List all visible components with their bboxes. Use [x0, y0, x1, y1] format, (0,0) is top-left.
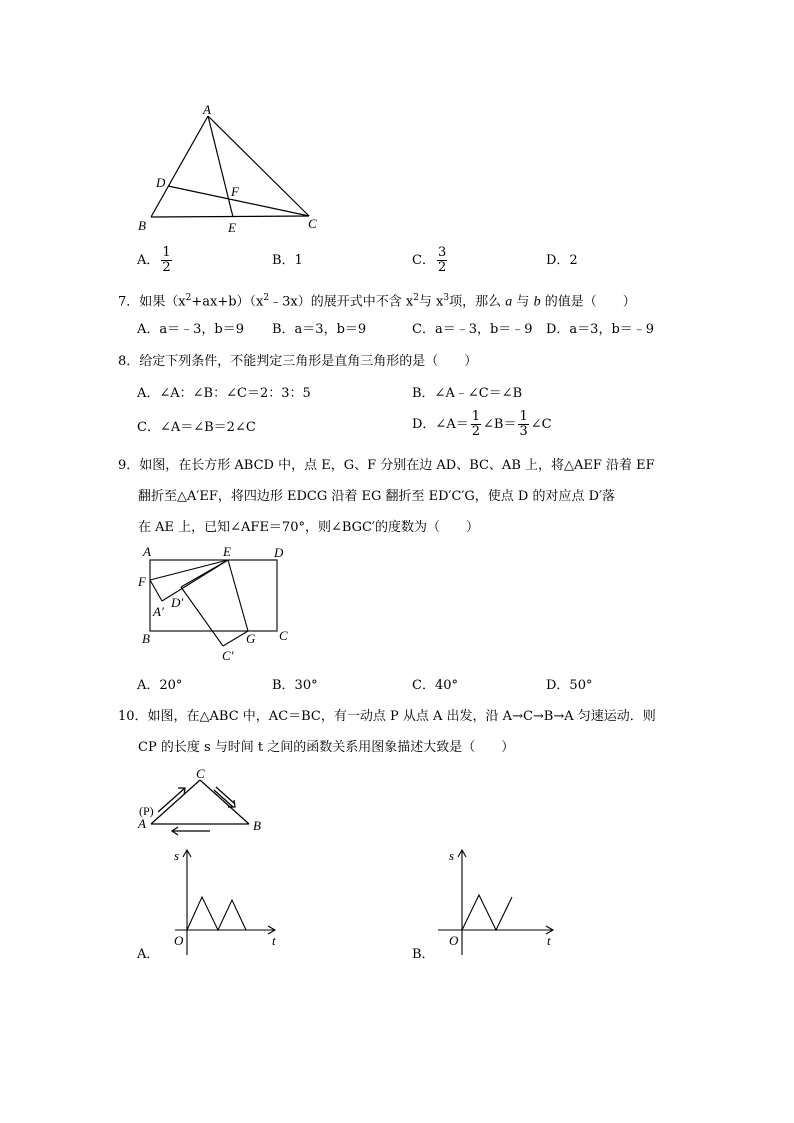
q6-option-d: D．2 — [546, 253, 578, 268]
q9-stem-line2: 翻折至△A′EF，将四边形 EDCG 沿着 EG 翻折至 ED′C′G，使点 D 的对应点 D′落 — [138, 489, 615, 504]
q7-option-a: A．a＝﹣3，b＝9 — [137, 322, 245, 337]
graph-option-a-label: A． — [137, 947, 160, 962]
point-label-c: C — [308, 216, 317, 231]
rectangle-fold-figure-q9 — [132, 540, 302, 670]
q7-stem: 7．如果$(x^2+ax+b)(x^2﹣3x)$的展开式中不含 $x^2$与 $x^3$项，那么 a 与 b 的值是（ ） — [118, 293, 636, 310]
point-label-d: D — [156, 175, 166, 190]
origin-label: O — [449, 933, 459, 948]
point-label-a: A — [138, 816, 146, 831]
point-label-b: B — [142, 631, 150, 646]
q6-option-c: C． $\frac{3}{2}$ — [412, 245, 447, 275]
axis-label-t: t — [547, 933, 551, 948]
point-label-a: A — [143, 544, 151, 559]
q9-option-b: B．30° — [272, 678, 318, 693]
q10-stem-line1: 10．如图，在△ABC 中，AC＝BC，有一动点 P 从点 A 出发，沿 A→C→B→A 匀速运动．则 — [118, 709, 656, 724]
moving-point-triangle-q10 — [130, 760, 280, 840]
q9-stem-line3: 在 AE 上，已知∠AFE＝70°，则∠BGC′的度数为（ ） — [138, 520, 479, 535]
q7-option-b: B．a＝3，b＝9 — [272, 322, 367, 337]
q7-option-d: D．a＝3，b＝﹣9 — [546, 322, 655, 337]
point-label-d-prime: D′ — [171, 595, 184, 610]
q8-option-b: B．∠A﹣∠C＝∠B — [412, 386, 523, 401]
q8-option-a: A．∠A：∠B：∠C＝2：3：5 — [137, 386, 311, 401]
q9-option-a: A．20° — [137, 678, 183, 693]
q9-option-d: D．50° — [546, 678, 593, 693]
point-label-a: A — [203, 102, 211, 117]
q9-stem-line1: 9．如图，在长方形 ABCD 中，点 E，G、F 分别在边 AD、BC、AB 上，将△AEF 沿着 EF — [118, 458, 655, 473]
q6-option-a: A． $\frac{1}{2}$ — [137, 245, 171, 275]
axis-label-t: t — [272, 933, 276, 948]
q10-stem-line2: CP 的长度 s 与时间 t 之间的函数关系用图象描述大致是（ ） — [138, 740, 515, 755]
graph-option-b-label: B． — [412, 947, 435, 962]
point-label-c-prime: C′ — [222, 648, 234, 663]
origin-label: O — [174, 933, 184, 948]
point-label-p: (P) — [139, 804, 154, 818]
graph-option-b — [435, 845, 565, 960]
q6-option-b: B．1 — [272, 253, 303, 268]
point-label-b: B — [138, 218, 146, 233]
q8-option-c: C．∠A＝∠B＝2∠C — [137, 420, 256, 435]
graph-option-a — [160, 845, 290, 960]
point-label-b: B — [253, 818, 261, 833]
point-label-e: E — [228, 220, 236, 235]
point-label-e: E — [223, 544, 231, 559]
q7-option-c: C．a＝﹣3，b＝﹣9 — [412, 322, 533, 337]
axis-label-s: s — [449, 848, 455, 863]
q9-option-c: C．40° — [412, 678, 458, 693]
point-label-g: G — [246, 631, 256, 646]
axis-label-s: s — [174, 848, 180, 863]
point-label-d: D — [274, 545, 284, 560]
point-label-c: C — [196, 766, 205, 781]
point-label-a-prime: A′ — [153, 604, 164, 619]
point-label-f: F — [138, 574, 146, 589]
point-label-c: C — [279, 628, 288, 643]
q8-option-d: D．∠A＝ $\frac{1}{2}$ ∠B＝ $\frac{1}{3}$ ∠C — [412, 409, 552, 439]
point-label-f: F — [231, 184, 239, 199]
q8-stem: 8．给定下列条件，不能判定三角形是直角三角形的是（ ） — [118, 354, 478, 369]
triangle-figure-q6 — [130, 100, 330, 240]
